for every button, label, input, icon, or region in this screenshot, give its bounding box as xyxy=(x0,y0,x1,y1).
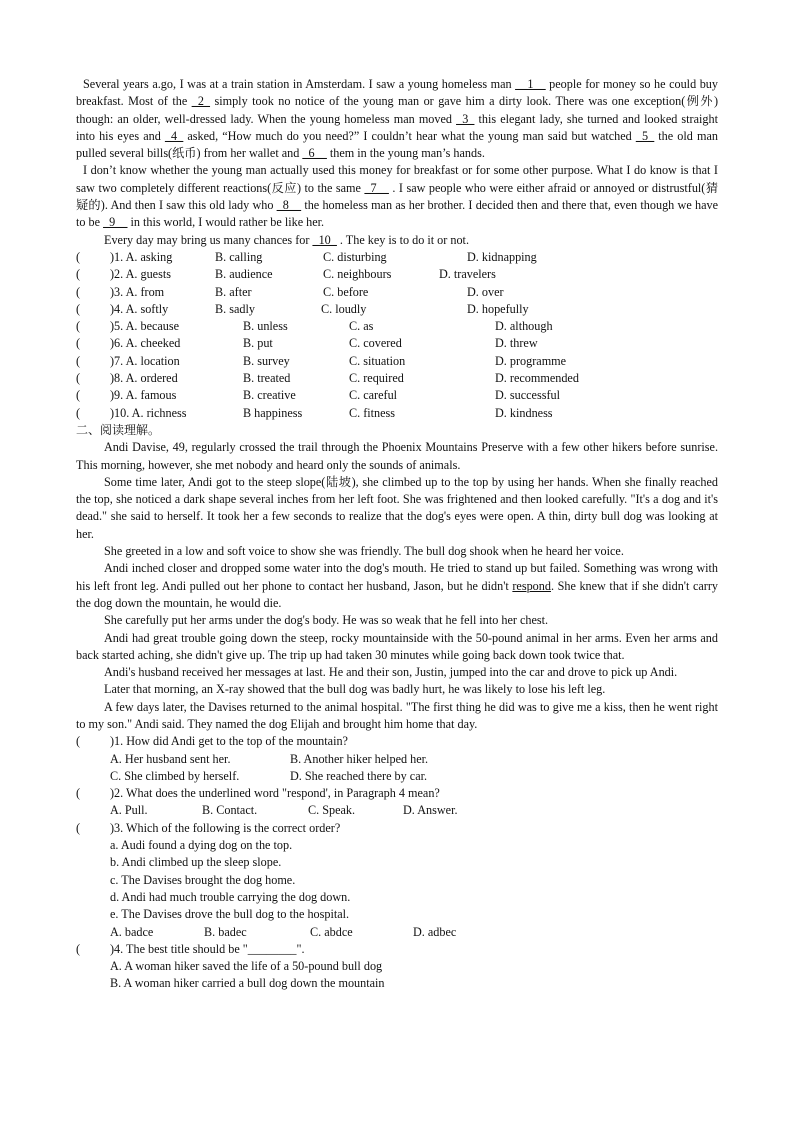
question-number: )4. A. softly xyxy=(110,301,169,316)
event-item: d. Andi had much trouble carrying the dog down. xyxy=(110,889,351,904)
option-a: A. richness xyxy=(131,405,187,420)
question-number: )6. A. cheeked xyxy=(110,336,181,351)
answer-paren: ( xyxy=(76,786,81,801)
option-a: A. softly xyxy=(125,301,169,316)
option-c: C. situation xyxy=(349,353,406,368)
option-d: D. kindness xyxy=(495,405,553,420)
answer-paren: ( xyxy=(76,405,81,420)
choice-a: A. A woman hiker saved the life of a 50-pound bull dog xyxy=(110,959,383,974)
cloze-option-row xyxy=(76,284,718,301)
choice-b: B. badec xyxy=(204,924,247,939)
answer-paren: ( xyxy=(76,336,81,351)
answer-paren: ( xyxy=(76,353,81,368)
option-d: D. programme xyxy=(495,353,567,368)
option-d: D. although xyxy=(495,319,553,334)
option-b: B. audience xyxy=(215,267,273,282)
option-b: B. sadly xyxy=(215,301,255,316)
underlined-text: _4_ xyxy=(164,128,184,143)
option-d: D. over xyxy=(467,284,504,299)
option-a: A. cheeked xyxy=(125,336,181,351)
cloze-option-row xyxy=(76,387,718,404)
option-a: A. famous xyxy=(125,388,177,403)
cloze-option-row xyxy=(76,301,718,318)
reading-paragraph: She greeted in a low and soft voice to show she was friendly. The bull dog shook when he heard her voice. xyxy=(104,544,624,559)
question-1-choices xyxy=(76,768,718,785)
reading-paragraph: Some time later, Andi got to the steep slope(陆坡), she climbed up to the top by using her hands. When she finally reached the top, she noticed a dark shape several inches from her left foot. She was frightened and then looked carefully. "It's a dog and it's dead." she said to herself. It took her a few seconds to realize that the dog's eyes were open. A thin, dirty bull dog was looking at her. xyxy=(76,474,718,541)
cloze-option-row xyxy=(76,405,718,422)
question-number: )10. A. richness xyxy=(110,405,187,420)
choice-b: B. A woman hiker carried a bull dog down the mountain xyxy=(110,976,385,991)
option-b: B. after xyxy=(215,284,252,299)
cloze-paragraph-1: Several years a.go, I was at a train station in Amsterdam. I saw a young homeless man __1__ people for money so he could buy breakfast. Most of the _2_ simply took no notice of the young man or gave him a dirty look. There was one exception(例外) though: an older, well-dressed lady. When the young homeless man moved _3_ this elegant lady, she turned and looked straight into his eyes and _4_ asked, “How much do you need?” I couldn’t hear what the young man said but watched _5_ the old man pulled several bills(纸币) from her wallet and _6__ them in the young man’s hands. xyxy=(76,77,719,161)
question-1-choices xyxy=(76,751,718,768)
question-number: )9. A. famous xyxy=(110,388,177,403)
option-c: C. required xyxy=(349,371,404,386)
event-item: a. Audi found a dying dog on the top. xyxy=(110,838,293,853)
event-item: b. Andi climbed up the sleep slope. xyxy=(110,855,282,870)
question-number: )3. A. from xyxy=(110,284,165,299)
option-c: C. covered xyxy=(349,336,402,351)
option-c: C. loudly xyxy=(321,301,367,316)
cloze-options xyxy=(76,249,718,422)
question-stem: )3. Which of the following is the correct order? xyxy=(110,820,341,835)
event-item: e. The Davises drove the bull dog to the hospital. xyxy=(110,907,350,922)
question-number: )7. A. location xyxy=(110,353,180,368)
answer-paren: ( xyxy=(76,319,81,334)
cloze-option-row xyxy=(76,249,718,266)
underlined-text: _7__ xyxy=(364,180,389,195)
choice-c: C. She climbed by herself. xyxy=(110,768,240,783)
question-number: )1. A. asking xyxy=(110,249,173,264)
option-d: D. successful xyxy=(495,388,560,403)
question-3 xyxy=(76,820,718,837)
reading-paragraph: Andi Davise, 49, regularly crossed the trail through the Phoenix Mountains Preserve with a few other hikers before sunrise. This morning, however, she met nobody and heard only the sounds of animals. xyxy=(76,440,718,472)
option-b: B. calling xyxy=(215,249,263,264)
option-a: A. guests xyxy=(125,267,171,282)
reading-paragraph: She carefully put her arms under the dog's body. He was so weak that he fell into her chest. xyxy=(104,613,549,628)
underlined-text: _10_ xyxy=(312,232,337,247)
underlined-text: _6__ xyxy=(302,146,327,161)
choice-a: A. Pull. xyxy=(110,803,148,818)
question-number: )2. A. guests xyxy=(110,267,171,282)
section-heading-reading: 二、阅读理解。 xyxy=(76,422,161,437)
option-b: B. put xyxy=(243,336,273,351)
cloze-option-row xyxy=(76,335,718,352)
underlined-text: _9__ xyxy=(103,215,128,230)
option-a: A. location xyxy=(125,353,180,368)
choice-b: B. Another hiker helped her. xyxy=(290,751,429,766)
underlined-text: _8__ xyxy=(276,198,302,213)
underlined-text: _3_ xyxy=(456,111,475,126)
option-b: B. unless xyxy=(243,319,288,334)
option-a: A. from xyxy=(125,284,165,299)
choice-d: D. Answer. xyxy=(403,803,458,818)
option-b: B. creative xyxy=(243,388,296,403)
question-number: )8. A. ordered xyxy=(110,371,178,386)
underlined-text: _2_ xyxy=(191,94,210,109)
answer-paren: ( xyxy=(76,734,81,749)
event-item: c. The Davises brought the dog home. xyxy=(110,872,296,887)
option-d: D. travelers xyxy=(439,267,496,282)
option-b: B. survey xyxy=(243,353,290,368)
reading-paragraph: Andi's husband received her messages at last. He and their son, Justin, jumped into the car and drove to pick up Andi. xyxy=(104,665,678,680)
option-c: C. before xyxy=(323,284,369,299)
cloze-paragraph-3: Every day may bring us many chances for _10_ . The key is to do it or not. xyxy=(104,232,469,247)
reading-paragraph: Later that morning, an X-ray showed that the bull dog was badly hurt, he was likely to lose his left leg. xyxy=(104,682,606,697)
answer-paren: ( xyxy=(76,301,81,316)
choice-d: D. She reached there by car. xyxy=(290,768,428,783)
cloze-option-row xyxy=(76,266,718,283)
choice-a: A. Her husband sent her. xyxy=(110,751,231,766)
choice-c: C. abdce xyxy=(310,924,353,939)
option-b: B happiness xyxy=(243,405,303,420)
reading-paragraph: A few days later, the Davises returned to the animal hospital. "The first thing he did was to give me a kiss, then he went right to my son." Andi said. They named the dog Elijah and brought him home that day. xyxy=(76,699,718,731)
cloze-option-row xyxy=(76,370,718,387)
option-a: A. because xyxy=(125,319,180,334)
question-2 xyxy=(76,785,718,802)
question-number: )5. A. because xyxy=(110,319,180,334)
question-3-choices xyxy=(76,924,718,941)
option-c: C. as xyxy=(349,319,374,334)
reading-paragraph: Andi had great trouble going down the steep, rocky mountainside with the 50-pound animal in her arms. Even her arms and back started aching, she didn't give up. The trip up had taken 30 minutes while going back down took twice that. xyxy=(76,630,718,662)
option-d: D. threw xyxy=(495,336,538,351)
answer-paren: ( xyxy=(76,820,81,835)
answer-paren: ( xyxy=(76,267,81,282)
question-stem: )1. How did Andi get to the top of the mountain? xyxy=(110,734,348,749)
option-d: D. hopefully xyxy=(467,301,529,316)
cloze-option-row xyxy=(76,318,718,335)
answer-paren: ( xyxy=(76,388,81,403)
reading-paragraph: Andi inched closer and dropped some water into the dog's mouth. He tried to stand up but failed. Something was wrong with his left front leg. Andi pulled out her phone to contact her husband, Jason, but he didn't respond. She knew that if she didn't carry the dog down the mountain, he would die. xyxy=(76,561,718,610)
answer-paren: ( xyxy=(76,284,81,299)
option-d: D. recommended xyxy=(495,371,579,386)
answer-paren: ( xyxy=(76,249,81,264)
answer-paren: ( xyxy=(76,371,81,386)
cloze-paragraph-2: I don’t know whether the young man actually used this money for breakfast or for some other purpose. What I do know is that I saw two completely different reactions(反应) to the same _7__ . I saw people who were either afraid or annoyed or distrustful(猜疑的). And then I saw this old lady who _8__ the homeless man as her brother. I decided then and there that, even though we have to be _9__ in this world, I would rather be like her. xyxy=(76,163,719,230)
option-c: C. neighbours xyxy=(323,267,392,282)
underlined-text: respond xyxy=(512,578,551,593)
choice-a: A. badce xyxy=(110,924,154,939)
answer-paren: ( xyxy=(76,941,81,956)
question-stem: )2. What does the underlined word "respond', in Paragraph 4 mean? xyxy=(110,786,440,801)
option-c: C. fitness xyxy=(349,405,396,420)
question-4 xyxy=(76,941,718,958)
choice-c: C. Speak. xyxy=(308,803,356,818)
option-a: A. asking xyxy=(125,249,173,264)
cloze-option-row xyxy=(76,353,718,370)
option-b: B. treated xyxy=(243,371,291,386)
question-2-choices xyxy=(76,802,718,819)
choice-d: D. adbec xyxy=(413,924,457,939)
worksheet-page xyxy=(76,76,718,993)
question-1 xyxy=(76,733,718,750)
underlined-text: _5_ xyxy=(635,128,655,143)
option-c: C. careful xyxy=(349,388,398,403)
option-d: D. kidnapping xyxy=(467,249,537,264)
question-stem: )4. The best title should be "________". xyxy=(110,941,305,956)
option-c: C. disturbing xyxy=(323,249,387,264)
underlined-text: __1__ xyxy=(515,77,546,91)
choice-b: B. Contact. xyxy=(202,803,258,818)
option-a: A. ordered xyxy=(125,371,178,386)
